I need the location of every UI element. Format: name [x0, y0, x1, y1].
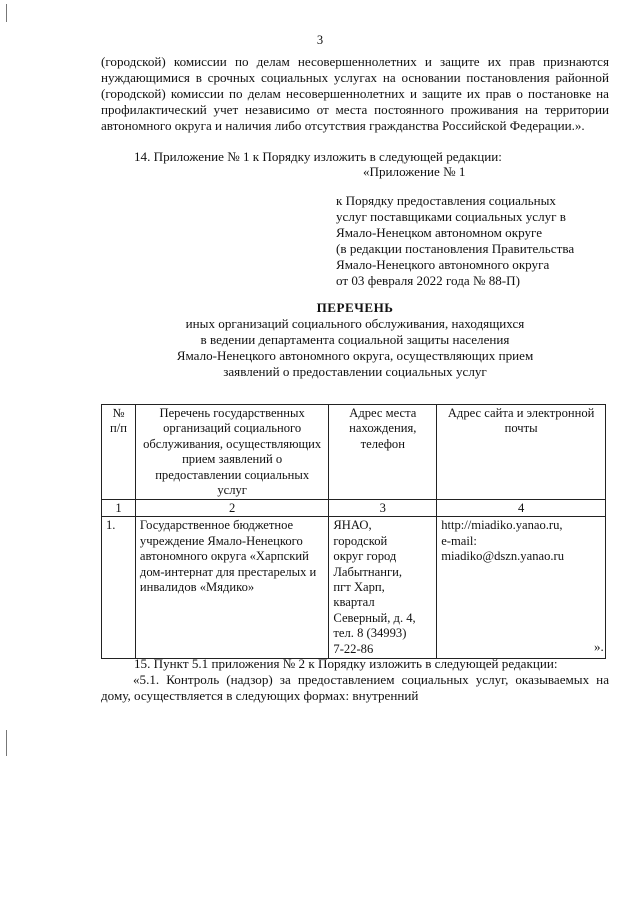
column-number: 2 [135, 500, 328, 517]
column-number: 3 [329, 500, 437, 517]
address-line: ЯНАО, [333, 518, 372, 533]
address-line: Северный, д. 4, [333, 610, 416, 625]
header-org: Перечень государственных организаций социального обслуживания, осуществляющих прием заявлений о предоставлении социальных услуг [135, 405, 328, 500]
title-line: в ведении департамента социальной защиты населения [200, 331, 510, 347]
closing-quote: ». [594, 639, 604, 654]
table-header-row [102, 405, 606, 500]
row-org: Государственное бюджетное учреждение Ямало-Ненецкого автономного округа «Харпский дом-интернат для престарелых и инвалидов «Мядико» [135, 517, 328, 659]
title-line: Ямало-Ненецкого автономного округа, осуществляющих прием [176, 347, 534, 363]
appendix-line: услуг поставщиками социальных услуг в [336, 208, 566, 224]
header-web: Адрес сайта и электронной почты [437, 405, 606, 500]
appendix-line: Ямало-Ненецком автономном округе [336, 224, 543, 240]
title-line: иных организаций социального обслуживания, находящихся [185, 315, 525, 331]
organizations-table [101, 404, 606, 659]
appendix-reference [336, 193, 616, 288]
intro-paragraph: (городской) комиссии по делам несовершеннолетних и защите их прав признаются нуждающимися в срочных социальных услугах на основании постановления районной (городской) комиссии по делам несовершеннолетних и защите их прав о постановке на профилактический учет независимо от места постоянного проживания на территории автономного округа и наличия либо отсутствия гражданства Российской Федерации.». [101, 54, 609, 133]
website-link[interactable]: http://miadiko.yanao.ru, [441, 518, 563, 533]
email-label: e-mail: [441, 533, 477, 548]
column-number: 4 [437, 500, 606, 517]
appendix-line: к Порядку предоставления социальных [336, 193, 556, 208]
row-address [329, 517, 437, 659]
address-line: тел. 8 (34993) [333, 626, 407, 641]
row-num: 1. [102, 517, 136, 659]
appendix-line: (в редакции постановления Правительства [336, 240, 575, 256]
row-web [437, 517, 606, 659]
header-address: Адрес места нахождения, телефон [329, 405, 437, 500]
document-title [101, 300, 609, 380]
title-line: заявлений о предоставлении социальных услуг [223, 363, 487, 379]
title-main: ПЕРЕЧЕНЬ [316, 300, 394, 315]
appendix-line: Ямало-Ненецкого автономного округа [336, 256, 550, 272]
address-line: пгт Харп, [333, 580, 385, 595]
item-15-text: «5.1. Контроль (надзор) за предоставлением социальных услуг, оказываемых на дому, осуществляется в следующих формах: внутренний [101, 672, 609, 703]
header-num: № п/п [102, 405, 136, 500]
address-line: округ город [333, 549, 397, 564]
item-14: 14. Приложение № 1 к Порядку изложить в следующей редакции: [134, 149, 502, 164]
appendix-line: от 03 февраля 2022 года № 88-П) [336, 272, 520, 288]
column-number-row [102, 500, 606, 517]
column-number: 1 [102, 500, 136, 517]
address-line: городской [333, 533, 388, 548]
page-number: 3 [316, 33, 324, 47]
email-link[interactable]: miadiko@dszn.yanao.ru [441, 549, 565, 564]
address-line: квартал [333, 595, 375, 610]
appendix-label: «Приложение № 1 [363, 164, 466, 179]
margin-mark-top [6, 4, 7, 22]
address-line: 7-22-86 [333, 641, 374, 656]
table-row [102, 517, 606, 659]
address-line: Лабытнанги, [333, 564, 403, 579]
item-15: 15. Пункт 5.1 приложения № 2 к Порядку изложить в следующей редакции: [134, 656, 558, 671]
margin-mark-bottom [6, 730, 7, 756]
